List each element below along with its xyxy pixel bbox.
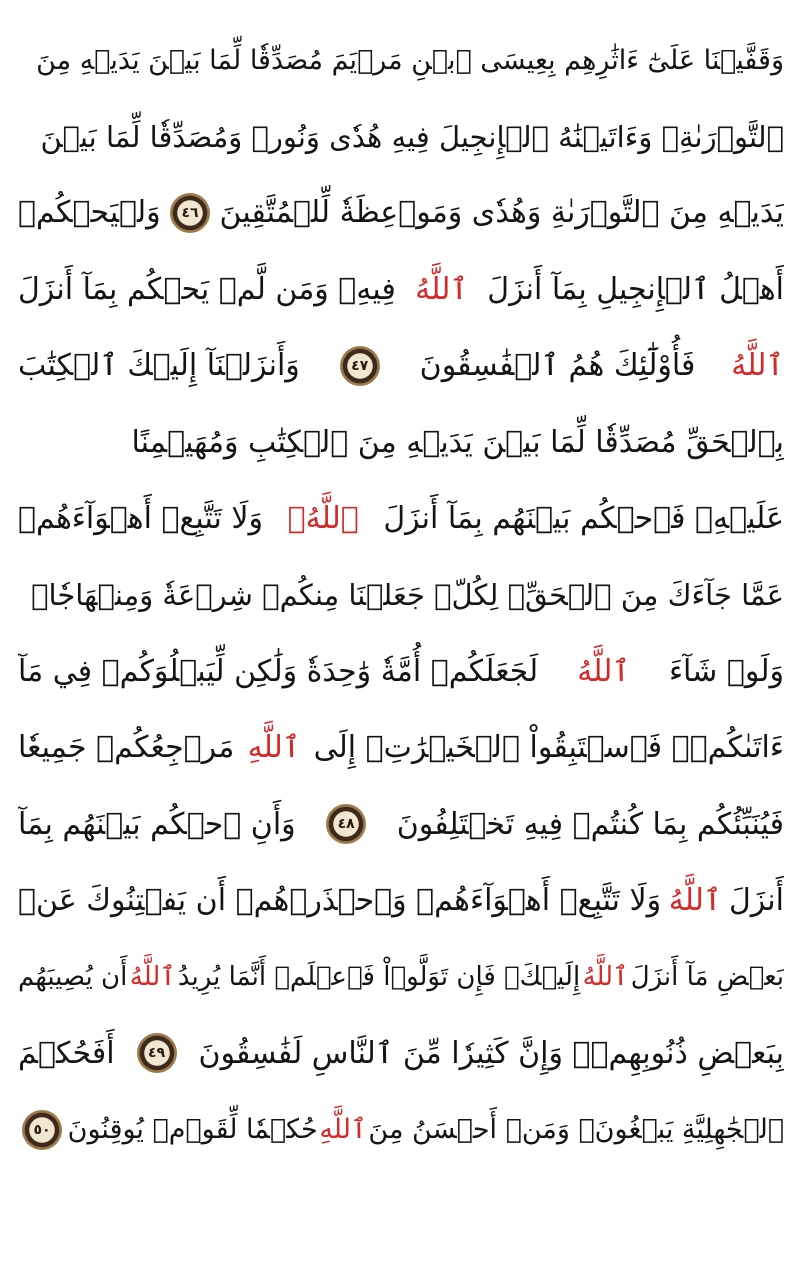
divine-name-text: ٱللَّهُ [577,653,630,689]
verse-text: بِٱلۡحَقِّ مُصَدِّقٗا لِّمَا بَيۡنَ يَدَيۡهِ مِنَ ٱلۡكِتَٰبِ وَمُهَيۡمِنًا [131,424,784,460]
verse-line [18,862,784,938]
ayah-number-marker: ٤٨ [326,804,366,844]
verse-line [18,1091,784,1167]
verse-text: أَفَحُكۡمَ [18,1035,115,1071]
verse-text: وَقَفَّيۡنَا عَلَىٰٓ ءَاثَٰرِهِم بِعِيسَى ٱبۡنِ مَرۡيَمَ مُصَدِّقٗا لِّمَا بَيۡنَ يَدَيۡهِ مِنَ [36,44,784,76]
verse-line [18,633,784,709]
verse-line [18,480,784,556]
verse-text: عَمَّا جَآءَكَ مِنَ ٱلۡحَقِّۚ لِكُلّٖ جَعَلۡنَا مِنكُمۡ شِرۡعَةٗ وَمِنۡهَاجٗاۚ [31,577,784,612]
verse-text: وَلَا تَتَّبِعۡ أَهۡوَآءَهُمۡ [18,501,263,537]
verse-text: وَلَا تَتَّبِعۡ أَهۡوَآءَهُمۡ وَٱحۡذَرۡهُمۡ أَن يَفۡتِنُوكَ عَنۢ [18,882,662,918]
divine-name-text: ٱللَّهِ [247,730,301,766]
verse-text: أَهۡلُ ٱلۡإِنجِيلِ بِمَآ أَنزَلَ [487,271,784,307]
verse-line [18,98,784,174]
ayah-number-marker: ٤٦ [170,193,210,233]
verse-line [18,328,784,404]
verse-line [18,939,784,1015]
verse-text: مَرۡجِعُكُمۡ جَمِيعٗا [18,730,235,766]
divine-name-text: ٱللَّهُۖ [287,501,359,537]
verse-line [18,175,784,251]
verse-text: فِيهِۚ وَمَن لَّمۡ يَحۡكُم بِمَآ أَنزَلَ [18,271,396,307]
verse-text: إِلَيۡكَۖ فَإِن تَوَلَّوۡاْ فَٱعۡلَمۡ أَنَّمَا يُرِيدُ [177,961,581,992]
verse-text: حُكۡمٗا لِّقَوۡمٖ يُوقِنُونَ [67,1114,318,1146]
verse-text: بِبَعۡضِ ذُنُوبِهِمۡۗ وَإِنَّ كَثِيرٗا مِّنَ ٱلنَّاسِ لَفَٰسِقُونَ [198,1035,784,1071]
verse-text: وَأَنزَلۡنَآ إِلَيۡكَ ٱلۡكِتَٰبَ [18,348,300,384]
verse-text: فَأُوْلَٰٓئِكَ هُمُ ٱلۡفَٰسِقُونَ [419,348,696,384]
verse-text: يَدَيۡهِ مِنَ ٱلتَّوۡرَىٰةِ وَهُدٗى وَمَوۡعِظَةٗ لِّلۡمُتَّقِينَ [219,195,784,231]
verse-line [18,1015,784,1091]
verse-line [18,251,784,327]
verse-text: وَلَوۡ شَآءَ [668,653,784,689]
verse-line [18,786,784,862]
verse-text: ٱلۡجَٰهِلِيَّةِ يَبۡغُونَۚ وَمَنۡ أَحۡسَنُ مِنَ [368,1114,784,1146]
ayah-number-marker: ٥٠ [22,1110,62,1150]
verse-line [18,404,784,480]
verse-text: فَيُنَبِّئُكُم بِمَا كُنتُمۡ فِيهِ تَخۡتَلِفُونَ [396,806,784,842]
verse-text: ٱلتَّوۡرَىٰةِۖ وَءَاتَيۡنَٰهُ ٱلۡإِنجِيلَ فِيهِ هُدٗى وَنُورٞ وَمُصَدِّقٗا لِّمَا بَيۡنَ [40,119,784,154]
verse-text: عَلَيۡهِۖ فَٱحۡكُم بَيۡنَهُم بِمَآ أَنزَلَ [383,501,784,537]
verse-text: وَلۡيَحۡكُمۡ [18,195,161,231]
divine-name-text: ٱللَّهُ [582,961,629,992]
ayah-number-marker: ٤٧ [340,346,380,386]
divine-name-text: ٱللَّهُ [415,271,468,307]
verse-line [18,557,784,633]
verse-text: بَعۡضِ مَآ أَنزَلَ [630,961,784,992]
verse-text: لَجَعَلَكُمۡ أُمَّةٗ وَٰحِدَةٗ وَلَٰكِن لِّيَبۡلُوَكُمۡ فِي مَآ [18,653,539,689]
divine-name-text: ٱللَّهُ [668,882,722,918]
verse-line [18,22,784,98]
verse-text: ءَاتَىٰكُمۡۖ فَٱسۡتَبِقُواْ ٱلۡخَيۡرَٰتِۚ إِلَى [313,730,784,766]
verse-text: أَنزَلَ [728,882,784,918]
verse-line [18,710,784,786]
ayah-number-marker: ٤٩ [137,1033,177,1073]
divine-name-text: ٱللَّهُ [129,961,176,992]
verse-text: وَأَنِ ٱحۡكُم بَيۡنَهُم بِمَآ [18,806,296,842]
divine-name-text: ٱللَّهِ [319,1114,367,1146]
divine-name-text: ٱللَّهُ [731,348,784,384]
verse-text: أَن يُصِيبَهُم [18,961,128,992]
